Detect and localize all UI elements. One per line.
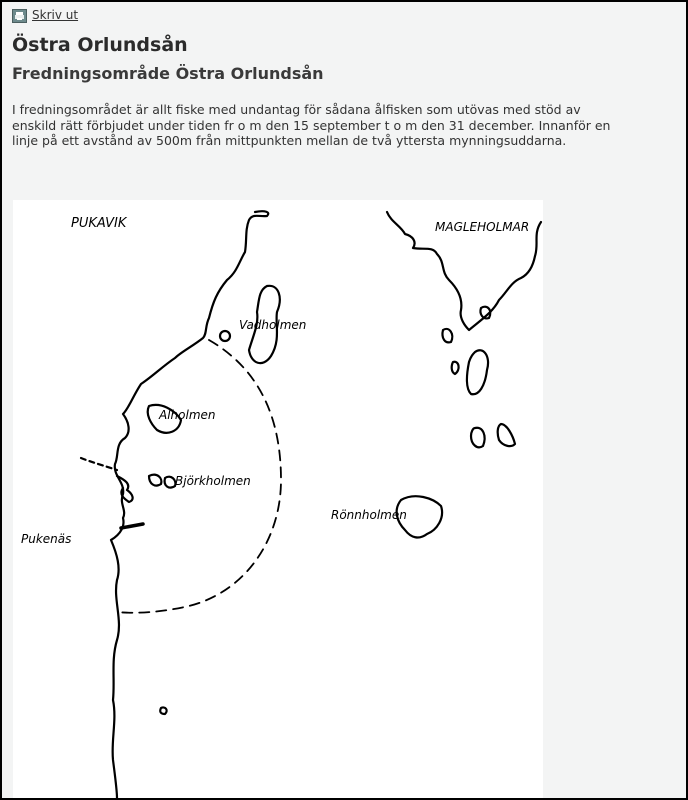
map-label-pukavik: PUKAVIK	[71, 216, 127, 231]
west-coastline	[111, 211, 268, 798]
jetty-line	[81, 458, 117, 470]
map-label-magleholmar: MAGLEHOLMAR	[435, 220, 530, 234]
bjorkholmen-islet	[149, 475, 161, 486]
map-label-vadholmen: Vadholmen	[239, 318, 307, 332]
map-drawing	[13, 200, 543, 798]
page-subtitle: Fredningsområde Östra Orlundsån	[12, 64, 324, 83]
bjorkholmen-islet	[165, 477, 176, 488]
print-icon[interactable]	[12, 8, 27, 22]
print-row[interactable]	[12, 8, 78, 22]
islet	[220, 331, 230, 341]
south-islet	[160, 707, 166, 714]
map-label-alholmen: Alholmen	[159, 408, 216, 422]
print-link[interactable]: Skriv ut	[32, 8, 79, 22]
map-label-pukenas: Pukenäs	[21, 532, 72, 546]
map-label-bjorkholmen: Björkholmen	[175, 474, 251, 488]
east-islet	[467, 350, 488, 394]
page-title: Östra Orlundsån	[12, 34, 188, 56]
east-islet	[471, 428, 485, 448]
east-islet	[442, 329, 452, 342]
east-islet	[452, 362, 459, 374]
map-label-ronnholmen: Rönnholmen	[331, 508, 407, 522]
east-islet	[498, 424, 515, 446]
map-image	[13, 200, 543, 798]
body-text: I fredningsområdet är allt fiske med undantag för sådana ålfisken som utövas med stöd av enskild rätt förbjudet under tiden fr o m den 15 september t o m den 31 december. Innanför en linje på ett avstånd av 500m från mittpunkten mellan de två yttersta mynningsuddarna.	[12, 102, 611, 148]
